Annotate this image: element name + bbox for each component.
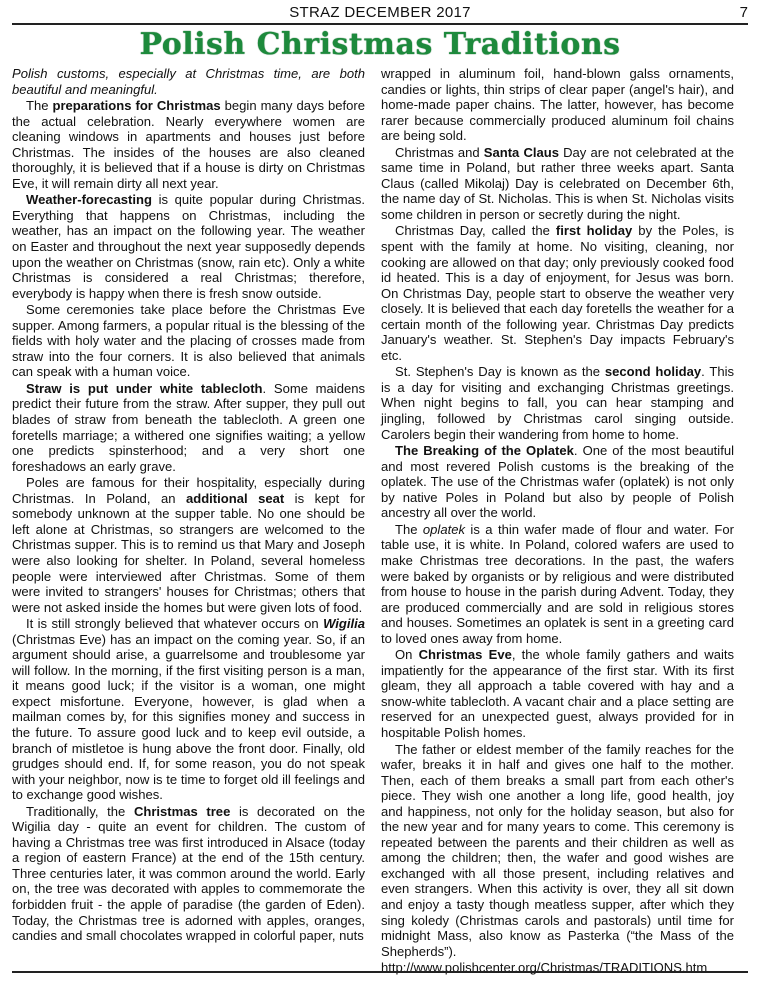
page-header: [12, 4, 748, 24]
paragraph: Weather-forecasting is quite popular during Christmas. Everything that happens on Christmas, including the weather, has an impact on the following year. The weather on Easter and throughout the next year supposedly depends upon the weather on Christmas (snow, rain etc). Only a white Christmas is considered a real Christmas; therefore, everybody is happy when there is fresh snow outside.: [12, 192, 365, 301]
paragraph: Straw is put under white tablecloth. Some maidens predict their future from the straw. After supper, they pull out blades of straw from beneath the tablecloth. A green one foretells marriage; a withered one signifies waiting; a yellow one predicts spinsterhood; and a very short one foreshadows an early grave.: [12, 380, 365, 474]
paragraph: Some ceremonies take place before the Christmas Eve supper. Among farmers, a popular ritual is the blessing of the fields with holy water and the placing of crosses made from straw into the four corners. It is also believed that animals can speak with a human voice.: [12, 302, 365, 380]
article-title: Polish Christmas Traditions: [139, 27, 621, 62]
paragraph: Traditionally, the Christmas tree is decorated on the Wigilia day - quite an event for children. The custom of having a Christmas tree was first introduced in Alsace (today a region of eastern France) at the end of the 15th century. Three centuries later, it was common around the world. Early on, the tree was decorated with apples to commemorate the forbidden fruit - the apple of paradise (the garden of Eden). Today, the Christmas tree is adorned with apples, oranges, candies and small chocolates wrapped in colorful paper, nuts: [12, 803, 365, 944]
paragraph: Christmas and Santa Claus Day are not celebrated at the same time in Poland, but rather three weeks apart. Santa Claus (called Mikolaj) Day is celebrated on December 6th, the name day of St. Nicholas. This is when St. Nicholas visits some children in person or secretly during the night.: [381, 144, 734, 222]
left-column: [12, 66, 365, 945]
paragraph: The father or eldest member of the family reaches for the wafer, breaks it in half and gives one half to the mother. Then, each of them breaks a small part from each other's piece. They wish one another a long life, good health, joy and happiness, not only for the holiday season, but also for the new year and for many years to come. This ceremony is repeated between the parents and their children as well as among the children; then, the wafer and good wishes are exchanged with all those present, including relatives and even strangers. When this activity is over, they all sit down and enjoy a tasty though meatless supper, after which they sing koledy (Christmas carols and pastorals) until time for midnight Mass, also know as Pasterka (“the Mass of the Shepherds”).: [381, 741, 734, 959]
source-link[interactable]: http://www.polishcenter.org/Christmas/TRADITIONS.htm: [381, 960, 708, 976]
paragraph: On Christmas Eve, the whole family gathers and waits impatiently for the appearance of the first star. With its first gleam, they all approach a table covered with hay and a snow-white tablecloth. A vacant chair and a place setting are reserved for an unexpected guest, always provided for in hospitable Polish homes.: [381, 647, 734, 740]
footer-rule: [12, 971, 748, 973]
right-column: [381, 66, 734, 977]
paragraph: Christmas Day, called the first holiday by the Poles, is spent with the family at home. No visiting, cleaning, nor cooking are allowed on that day; only previously cooked food id heated. This is a day of enjoyment, for Jesus was born. On Christmas Day, people start to observe the weather very closely. It is believed that each day foretells the weather for a certain month of the following year. Christmas Day predicts January's weather. St. Stephen's Day impacts February's etc.: [381, 223, 734, 363]
page-number: 7: [739, 4, 748, 21]
intro-paragraph: Polish customs, especially at Christmas time, are both beautiful and meaningful.: [12, 66, 365, 97]
paragraph: The Breaking of the Oplatek. One of the most beautiful and most revered Polish customs is the breaking of the oplatek. The use of the Christmas wafer (oplatek) is not only by native Poles in Poland but also by people of Polish ancestry all over the world.: [381, 443, 734, 521]
paragraph: wrapped in aluminum foil, hand-blown galss ornaments, candies or lights, thin strips of clear paper (angel's hair), and home-made paper chains. The latter, however, has become rarer because commercially produced aluminum foil chains are being sold.: [381, 66, 734, 144]
paragraph: Poles are famous for their hospitality, especially during Christmas. In Poland, an additional seat is kept for somebody unknown at the supper table. No one should be left alone at Christmas, so strangers are welcomed to the Christmas supper. This is to remind us that Mary and Joseph were also looking for shelter. In Poland, several homeless people were interviewed after Christmas. Some of them were invited to strangers' houses for Christmas; others that were not asked inside the homes but were given lots of food.: [12, 475, 365, 615]
paragraph: It is still strongly believed that whatever occurs on Wigilia (Christmas Eve) has an impact on the coming year. So, if an argument should arise, a guarrelsome and troublesome yar will follow. In the morning, if the first visiting person is a man, it means good luck; if the visitor is a woman, one might expect misfortune. Everyone, however, is glad when a mailman comes by, for this signifies money and success in the future. To assure good luck and to keep evil outside, a branch of mistletoe is hung above the front door. Finally, old grudges should end. If, for some reason, you do not speak with your neighbor, now is te time to forget old ill feelings and to exchange good wishes.: [12, 616, 365, 803]
publication-name: STRAZ DECEMBER 2017: [289, 4, 471, 21]
paragraph: The oplatek is a thin wafer made of flour and water. For table use, it is white. In Poland, colored wafers are used to make Christmas tree decorations. In the past, the wafers were baked by organists or by religious and were distributed from house to house in the parish during Advent. Today, they are produced commercially and are sold in religious stores and houses. Sometimes an oplatek is sent in a greeting card to loved ones away from home.: [381, 521, 734, 646]
paragraph: St. Stephen's Day is known as the second holiday. This is a day for visiting and exchanging Christmas greetings. When night begins to fall, you can hear stamping and jingling, followed by Christmas carol singing outside. Carolers begin their wandering from home to home.: [381, 364, 734, 442]
paragraph: The preparations for Christmas begin many days before the actual celebration. Nearly everywhere women are cleaning windows in apartments and houses just before Christmas. The insides of the houses are also cleaned thoroughly, it is believed that if a house is dirty on Christmas Eve, it will remain dirty all next year.: [12, 98, 365, 191]
